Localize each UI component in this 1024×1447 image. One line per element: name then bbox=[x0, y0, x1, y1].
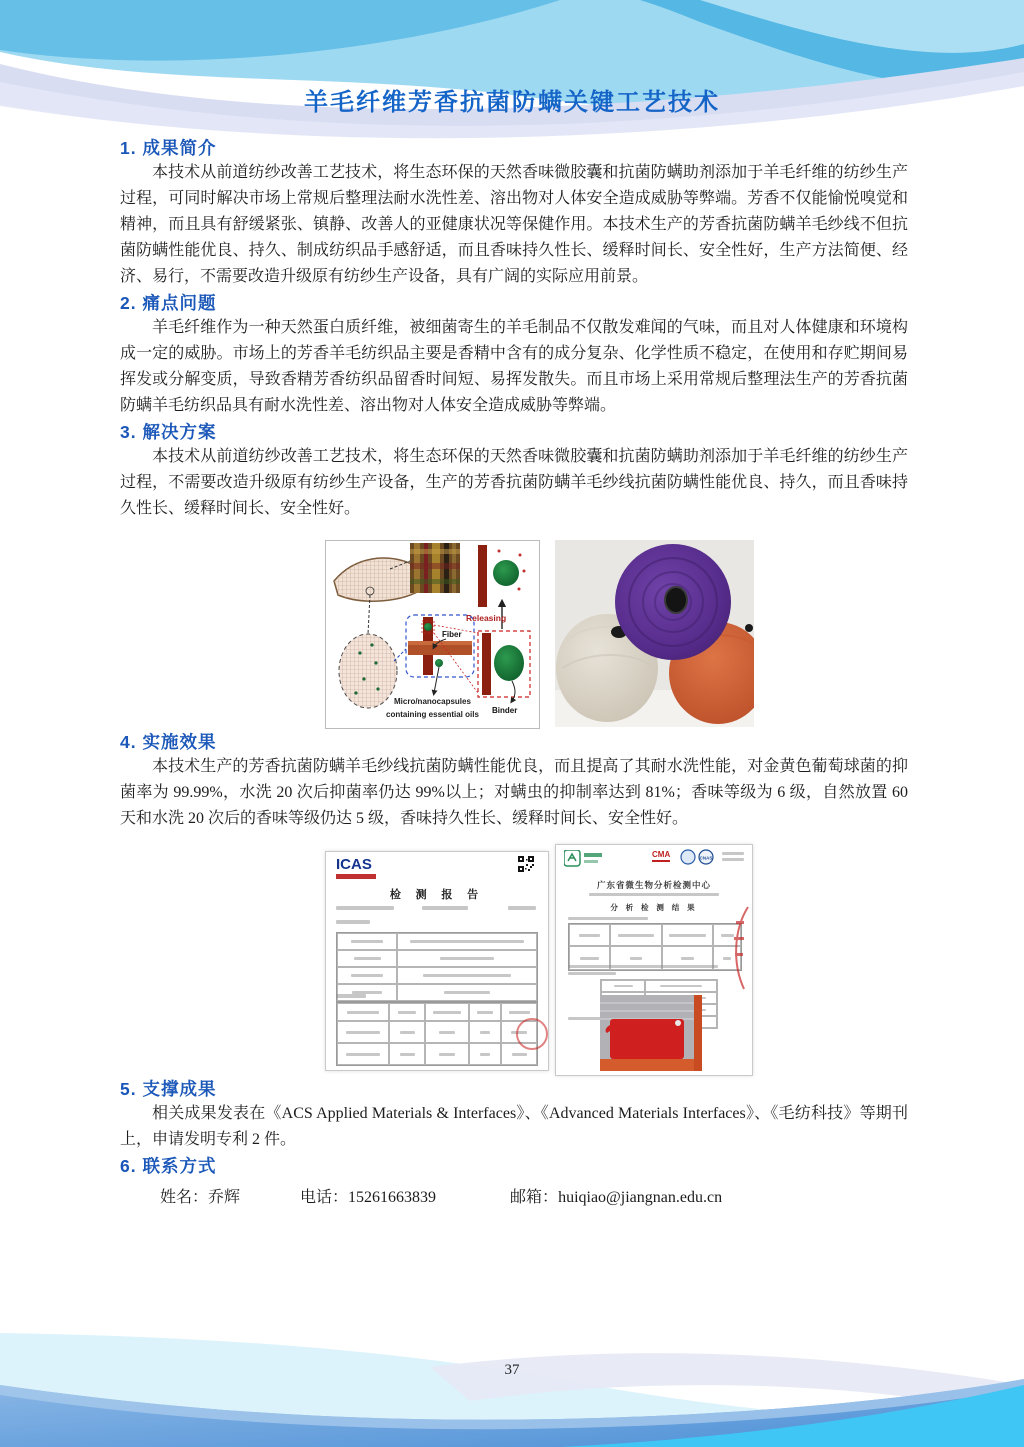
contact-name bbox=[160, 1184, 240, 1207]
gdim-result-title: 分 析 检 测 结 果 bbox=[610, 903, 698, 912]
section-heading-contact: 6. 联系方式 bbox=[120, 1156, 217, 1176]
blurred-text-line bbox=[568, 917, 648, 920]
blurred-text-line bbox=[336, 906, 394, 910]
section-body-solution: 本技术从前道纺纱改善工艺技术，将生态环保的天然香味微胶囊和抗菌防螨助剂添加于羊毛纤维的纺纱生产过程，不需要改造升级原有纺纱生产设备，生产的芳香抗菌防螨羊毛纱线抗菌防螨性能优良、持久，而且香味持久性长、缓释时间长、安全性好。 bbox=[120, 448, 908, 517]
section-body-results: 本技术生产的芳香抗菌防螨羊毛纱线抗菌防螨性能优良，而且提高了其耐水洗性能，对金黄色葡萄球菌的抑菌率为 99.99%，水洗 20 次后抑菌率仍达 99%以上；对螨虫的抑制率达到 81%；香味等级为 6 级，自然放置 60 天和水洗 20 次后的香味等级仍达 5 级，香味持久性长、缓释时间长、安全性好。 bbox=[120, 758, 908, 827]
diagram-label-releasing: Releasing bbox=[466, 613, 507, 623]
icas-table-info bbox=[336, 932, 538, 1002]
contact-phone-value: 15261663839 bbox=[348, 1189, 437, 1206]
blurred-text-line bbox=[336, 994, 366, 998]
accreditation-seal-icon bbox=[680, 849, 714, 865]
yarn-cones-photo bbox=[555, 540, 754, 727]
gdim-center-name: 广东省微生物分析检测中心 bbox=[596, 880, 711, 890]
icas-report-title: 检 测 报 告 bbox=[389, 889, 485, 901]
header-wave-decoration bbox=[0, 0, 1024, 152]
blurred-text-line bbox=[568, 1017, 602, 1020]
section-body-painpoints: 羊毛纤维作为一种天然蛋白质纤维，被细菌寄生的羊毛制品不仅散发难闻的气味，而且对人体健康和环境构成一定的威胁。市场上的芳香羊毛纺织品主要是香精中含有的成分复杂、化学性质不稳定，在使用和存贮期间易挥发或分解变质，导致香精芳香纺织品留香时间短、易挥发散失。而且市场上采用常规后整理法生产的芳香抗菌防螨羊毛纺织品具有耐水洗性差、溶出物对人体安全造成威胁等弊端。 bbox=[120, 319, 908, 414]
microcapsule-process-diagram bbox=[325, 540, 540, 729]
diagram-label-fiber: Fiber bbox=[442, 630, 462, 639]
icas-test-report bbox=[325, 851, 549, 1071]
gdim-logo bbox=[564, 850, 604, 868]
section-body-publications: 相关成果发表在《ACS Applied Materials & Interfaces》、《Advanced Materials Interfaces》、《毛纺科技》等期刊上，申请发明专利 2 件。 bbox=[120, 1105, 908, 1148]
diagram-label-binder: Binder bbox=[492, 706, 518, 715]
page-number: 37 bbox=[504, 1362, 520, 1378]
icas-logo-text: ICAS bbox=[336, 856, 372, 873]
blurred-text-line bbox=[568, 972, 616, 975]
icas-table-results bbox=[336, 1002, 538, 1066]
section-body-achievement: 本技术从前道纺纱改善工艺技术，将生态环保的天然香味微胶囊和抗菌防螨助剂添加于羊毛纤维的纺纱生产过程，可同时解决市场上常规后整理法耐水洗性差、溶出物对人体安全造成威胁等弊端。芳香不仅能愉悦嗅觉和精神，而且具有舒缓紧张、镇静、改善人的亚健康状况等保健作用。本技术生产的芳香抗菌防螨羊毛纱线不但抗菌防螨性能优良、持久、制成纺织品手感舒适，而且香味持久性长、缓释时间长、安全性好，生产方法简便、经济、易行，不需要改造升级原有纺纱生产设备，具有广阔的实际应用前景。 bbox=[120, 164, 908, 285]
contact-phone bbox=[300, 1184, 436, 1207]
plaid-swatch-inset bbox=[410, 543, 460, 593]
blurred-text-line bbox=[508, 906, 536, 910]
section-heading-painpoints: 2. 痛点问题 bbox=[120, 293, 217, 313]
contact-email bbox=[510, 1184, 722, 1207]
page-title: 羊毛纤维芳香抗菌防螨关键工艺技术 bbox=[304, 89, 720, 116]
main-content bbox=[120, 135, 908, 1207]
blurred-text-line bbox=[422, 906, 468, 910]
cnas-mark: CNAS bbox=[699, 855, 713, 861]
contact-email-value: huiqiao@jiangnan.edu.cn bbox=[558, 1189, 723, 1206]
icas-logo-bar bbox=[336, 874, 376, 879]
blurred-text-line bbox=[336, 920, 370, 924]
section-heading-results: 4. 实施效果 bbox=[120, 732, 217, 752]
icas-logo bbox=[336, 857, 376, 879]
contact-name-value: 乔辉 bbox=[208, 1189, 241, 1206]
contact-name-label: 姓名： bbox=[160, 1189, 209, 1206]
cma-mark-text: CMA bbox=[652, 850, 671, 859]
blurred-text-line bbox=[722, 858, 744, 861]
footer-wave-decoration bbox=[0, 1327, 1024, 1447]
contact-email-label: 邮箱： bbox=[510, 1189, 559, 1206]
diagram-label-capsules-2: containing essential oils bbox=[386, 710, 479, 719]
gdim-test-report bbox=[555, 844, 753, 1076]
contact-phone-label: 电话： bbox=[300, 1189, 349, 1206]
blurred-text-line bbox=[722, 852, 744, 855]
cma-mark bbox=[652, 850, 670, 862]
red-seal-icon bbox=[516, 1018, 548, 1050]
section-heading-achievement: 1. 成果简介 bbox=[120, 138, 217, 158]
figure-row-solution bbox=[325, 540, 908, 729]
sample-photo bbox=[600, 995, 702, 1071]
qr-code-icon bbox=[518, 856, 534, 872]
blurred-text-line bbox=[568, 965, 718, 968]
section-heading-solution: 3. 解决方案 bbox=[120, 422, 217, 442]
contact-row bbox=[120, 1184, 908, 1207]
figure-row-reports bbox=[325, 844, 908, 1076]
section-heading-publications: 5. 支撑成果 bbox=[120, 1079, 217, 1099]
diagram-label-capsules-1: Micro/nanocapsules bbox=[394, 697, 471, 706]
red-seal-icon bbox=[728, 903, 750, 993]
blurred-text-line bbox=[589, 893, 719, 896]
gdim-table-results bbox=[568, 923, 742, 971]
